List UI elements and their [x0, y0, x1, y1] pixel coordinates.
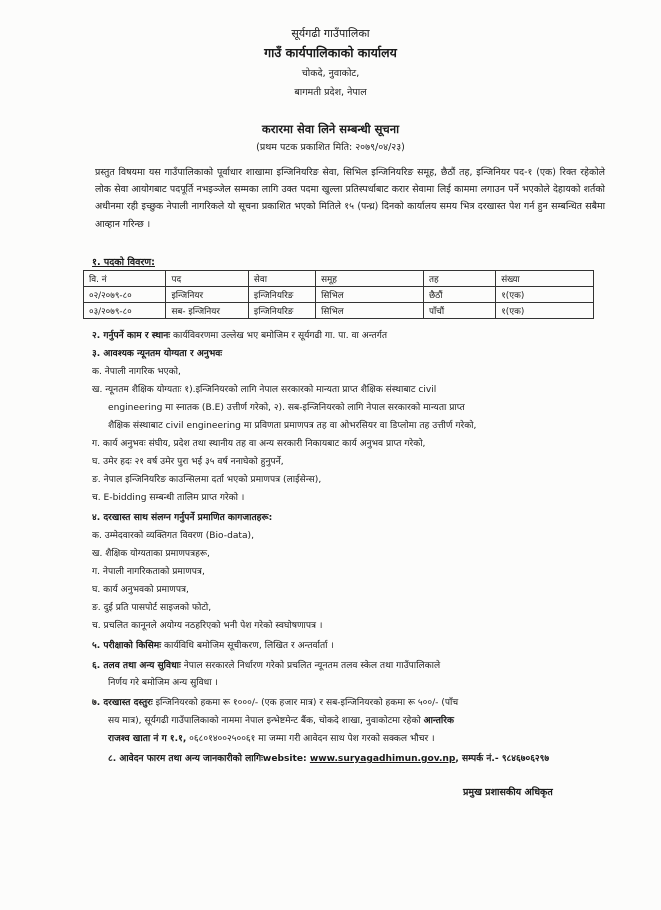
revenue-account-label: राजश्व खाता नं ग १.१, [108, 734, 187, 744]
table-header: संख्या [496, 271, 594, 287]
table-cell: १(एक) [496, 287, 594, 303]
list-item: च. प्रचलित कानूनले अयोग्य नठहरिएको भनी पेश गरेको स्वघोषणापत्र । [92, 621, 323, 631]
section-6-title: ६. तलव तथा अन्य सुविधाः [92, 661, 181, 671]
website-label: website: [262, 754, 310, 764]
revenue-account-text: ०६८०१४००२५००६१ मा जम्मा गरी आवेदन साथ पेश गरको सक्कल भौचर । [186, 734, 435, 744]
table-cell: छैठौं [423, 287, 495, 303]
section-5 [92, 640, 334, 653]
list-item: च. E-bidding सम्बन्धी तालिम प्राप्त गरेको । [92, 493, 245, 503]
table-cell: इन्जिनियरिङ [248, 287, 315, 303]
section-6-text: नेपाल सरकारले निर्धारण गरेको प्रचलित न्यूनतम तलव स्केल तथा गाउँपालिकाले [180, 661, 441, 671]
publish-date: (प्रथम पटक प्रकाशित मिति: २०७९/०४/२३) [256, 142, 405, 153]
section-3-title: ३. आवश्यक न्यूनतम योग्यता र अनुभवः [92, 349, 223, 359]
list-item: घ. उमेर हदः २१ वर्ष उमेर पुरा भई ३५ वर्ष ननाघेको हुनुपर्ने, [92, 457, 284, 467]
section-2-text: कार्यविवरणमा उल्लेख भए बमोजिम र सूर्यगढी गा. पा. वा अन्तर्गत [170, 331, 388, 341]
list-item: ख. न्यूनतम शैक्षिक योग्यताः १).इन्जिनियरको लागि नेपाल सरकारको मान्यता प्राप्त शैक्षिक संस्थाबाट civil [92, 385, 437, 395]
list-item: क. नेपाली नागरिक भएको, [92, 367, 181, 377]
list-item: शैक्षिक संस्थाबाट civil engineering मा प्रविणता प्रमाणपत्र तह वा ओभरसियर वा डिप्लोमा तह उत्तीर्ण गरेको, [108, 421, 477, 431]
notice-title: करारमा सेवा लिने सम्बन्धी सूचना [261, 122, 400, 136]
table-row [84, 287, 594, 303]
section-7-line-2-text: सय मात्र), सूर्यगढी गाउँपालिकाको नाममा नेपाल इन्भेष्टमेन्ट बैंक, चोकदे शाखा, नुवाकोटमा रहेको [108, 716, 424, 726]
table-header: तह [423, 271, 495, 287]
table-header-row [84, 271, 594, 287]
section-2-title: २. गर्नुपर्ने काम र स्थानः [92, 331, 171, 341]
section-1-title: १. पदको विवरण: [92, 257, 155, 268]
table-row [84, 303, 594, 319]
section-7 [92, 697, 458, 710]
section-4-title: ४. दरखास्त साथ संलग्न गर्नुपर्ने प्रमाणित कागजातहरू: [92, 513, 273, 523]
section-5-text: कार्यविधि बमोजिम सूचीकरण, लिखित र अन्तर्वार्ता । [161, 641, 334, 651]
section-7-text: इन्जिनियरको हकमा रू १०००/- (एक हजार मात्र) र सब-इन्जिनियरको हकमा रू ५००/- (पाँच [152, 698, 459, 708]
post-details-table [83, 270, 594, 319]
table-header: पद [166, 271, 248, 287]
table-cell: पाँचौं [423, 303, 495, 319]
signature-title: प्रमुख प्रशासकीय अधिकृत [463, 787, 553, 798]
address-line-2: बागमती प्रदेश, नेपाल [294, 87, 367, 98]
table-cell: इन्जिनियरिङ [248, 303, 315, 319]
table-cell: सब- इन्जिनियर [166, 303, 248, 319]
table-cell: इन्जिनियर [166, 287, 248, 303]
table-cell: ०३/२०७९-८० [84, 303, 166, 319]
municipality-name: सूर्यगढी गाउँपालिका [291, 27, 370, 40]
list-item: ग. कार्य अनुभवः संघीय, प्रदेश तथा स्थानीय तह वा अन्य सरकारी निकायबाट कार्य अनुभव प्राप्त गरेको, [92, 439, 426, 449]
section-7-line-3 [108, 733, 435, 746]
office-name: गाउँ कार्यपालिकाको कार्यालय [264, 45, 397, 60]
list-item: engineering मा स्नातक (B.E) उत्तीर्ण गरेको, २). सब-इन्जिनियरको लागि नेपाल सरकारको मान्यता प्राप्त [108, 403, 465, 413]
table-cell: १(एक) [496, 303, 594, 319]
section-7-title: ७. दरखास्त दस्तुरः [92, 698, 153, 708]
section-8-title: ८. आवेदन फारम तथा अन्य जानकारीको लागिः [108, 754, 263, 764]
list-item: क. उम्मेदवारको व्यक्तिगत विवरण (Bio-data), [92, 531, 254, 541]
section-8 [108, 753, 549, 766]
section-6-line-2: निर्णय गरे बमोजिम अन्य सुविधा । [108, 678, 218, 688]
table-header: समूह [316, 271, 424, 287]
list-item: ख. शैक्षिक योग्यताका प्रमाणपत्रहरू, [92, 549, 210, 559]
table-cell: सिभिल [316, 303, 424, 319]
intro-paragraph: प्रस्तुत विषयमा यस गाउँपालिकाको पूर्वाधार शाखामा इन्जिनियरिङ सेवा, सिभिल इन्जिनियरिङ समूह, छैठौं तह, इन्जिनियर पद-१ (एक) रिक्त रहेकोले लोक सेवा आयोगबाट पदपूर्ति नभइञ्जेल सम्मका लागि उक्त पदमा खुल्ला प्रतिस्पर्धाबाट करार सेवामा लिई काममा लगाउन पर्ने भएकोले देहायको शर्तको अधीनमा रही इच्छुक नेपाली नागरिकले यो सूचना प्रकाशित भएको मितिले १५ (पन्ध्र) दिनको कार्यालय समय भित्र दरखास्त पेश गर्न हुन सम्बन्धित सबैमा आव्हान गरिन्छ । [95, 167, 605, 230]
contact-number: , सम्पर्क नं.- ९८४६७०६२९७ [455, 754, 550, 764]
table-cell: सिभिल [316, 287, 424, 303]
website-link[interactable]: www.suryagadhimun.gov.np [309, 754, 456, 764]
list-item: घ. कार्य अनुभवको प्रमाणपत्र, [92, 585, 189, 595]
list-item: ग. नेपाली नागरिकताको प्रमाणपत्र, [92, 567, 205, 577]
section-7-line-2 [108, 715, 454, 728]
section-6 [92, 660, 440, 673]
address-line-1: चोकदे, नुवाकोट, [301, 68, 360, 79]
section-5-title: ५. परीक्षाको किसिमः [92, 641, 162, 651]
list-item: ङ. नेपाल इन्जिनियरिङ काउन्सिलमा दर्ता भएको प्रमाणपत्र (लाईसेन्स), [92, 475, 322, 485]
internal-label: आन्तरिक [423, 716, 454, 726]
table-header: वि. नं [84, 271, 166, 287]
list-item: ङ. दुई प्रति पासपोर्ट साइजको फोटो, [92, 603, 212, 613]
table-header: सेवा [248, 271, 315, 287]
table-cell: ०२/२०७९-८० [84, 287, 166, 303]
section-2 [92, 330, 387, 343]
